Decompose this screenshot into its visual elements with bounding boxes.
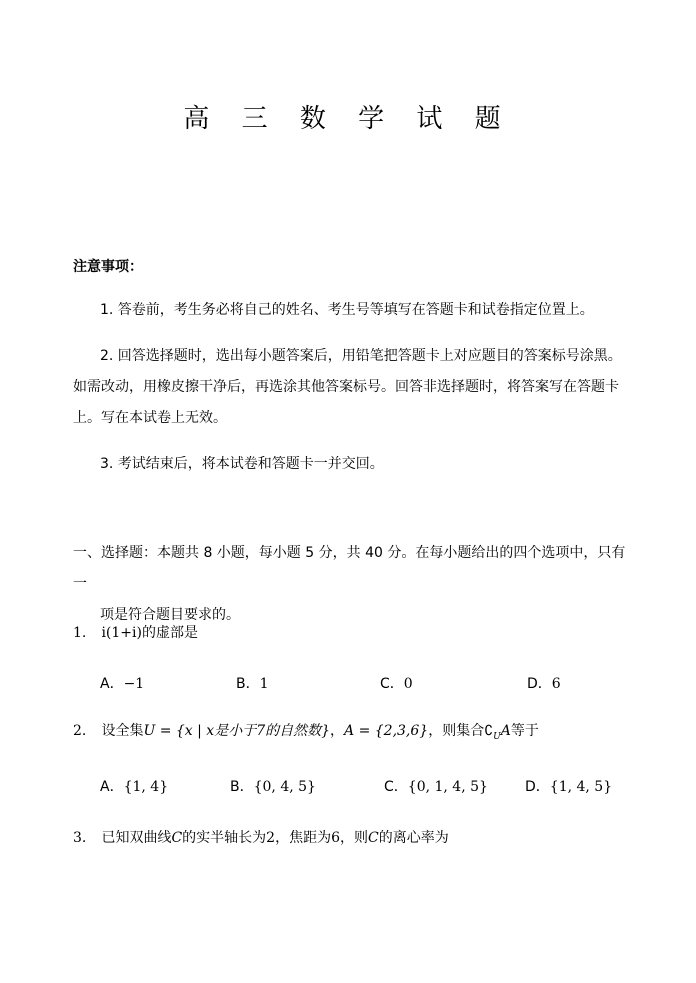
q1-option-a: A．−1 — [100, 676, 145, 692]
question-number: 2. — [73, 723, 87, 739]
q2-option-b: B．{0, 4, 5} — [230, 779, 316, 795]
page-title: 高 三 数 学 试 题 — [183, 104, 513, 134]
notice-item-2-line-2: 如需改动，用橡皮擦干净后，再选涂其他答案标号。回答非选择题时，将答案写在答题卡 — [73, 379, 619, 395]
notice-item-1: 1. 答卷前，考生务必将自己的姓名、考生号等填写在答题卡和试卷指定位置上。 — [100, 302, 594, 318]
question-number: 1. — [73, 625, 87, 641]
question-text: 的虚部是 — [141, 625, 198, 641]
q1-option-d: D．6 — [527, 676, 561, 692]
question-2: 2. 设全集U = {x | x是小于7的自然数}，A = {2,3,6}，则集合$∁_UA$等于 — [73, 723, 539, 742]
complement-symbol: ∁ — [484, 723, 494, 739]
notice-item-3: 3. 考试结束后，将本试卷和答题卡一并交回。 — [100, 456, 384, 472]
notice-item-2-line-1: 2. 回答选择题时，选出每小题答案后，用铅笔把答题卡上对应题目的答案标号涂黑。 — [100, 348, 622, 364]
q1-option-b: B．1 — [236, 676, 269, 692]
q2-option-c: C．{0, 1, 4, 5} — [384, 779, 488, 795]
question-3: 3. 已知双曲线C的实半轴长为2，焦距为6，则C的离心率为 — [73, 830, 449, 846]
notice-heading: 注意事项： — [73, 259, 143, 275]
set-u-definition: U = {x | x是小于7的自然数} — [143, 723, 331, 739]
question-math: i(1+i) — [101, 625, 142, 641]
set-a-definition: A = {2,3,6} — [344, 723, 429, 739]
q1-option-c: C．0 — [380, 676, 413, 692]
q2-option-a: A．{1, 4} — [100, 779, 169, 795]
question-number: 3. — [73, 830, 87, 846]
question-1 — [73, 622, 633, 642]
section-heading-line-2: 项是符合题目要求的。 — [100, 607, 240, 623]
q2-option-d: D．{1, 4, 5} — [525, 779, 613, 795]
notice-item-2-line-3: 上。写在本试卷上无效。 — [73, 410, 227, 426]
section-heading-line-1: 一、选择题：本题共 8 小题，每小题 5 分，共 40 分。在每小题给出的四个选项中，只有一 — [73, 545, 626, 592]
section-heading — [73, 538, 633, 631]
